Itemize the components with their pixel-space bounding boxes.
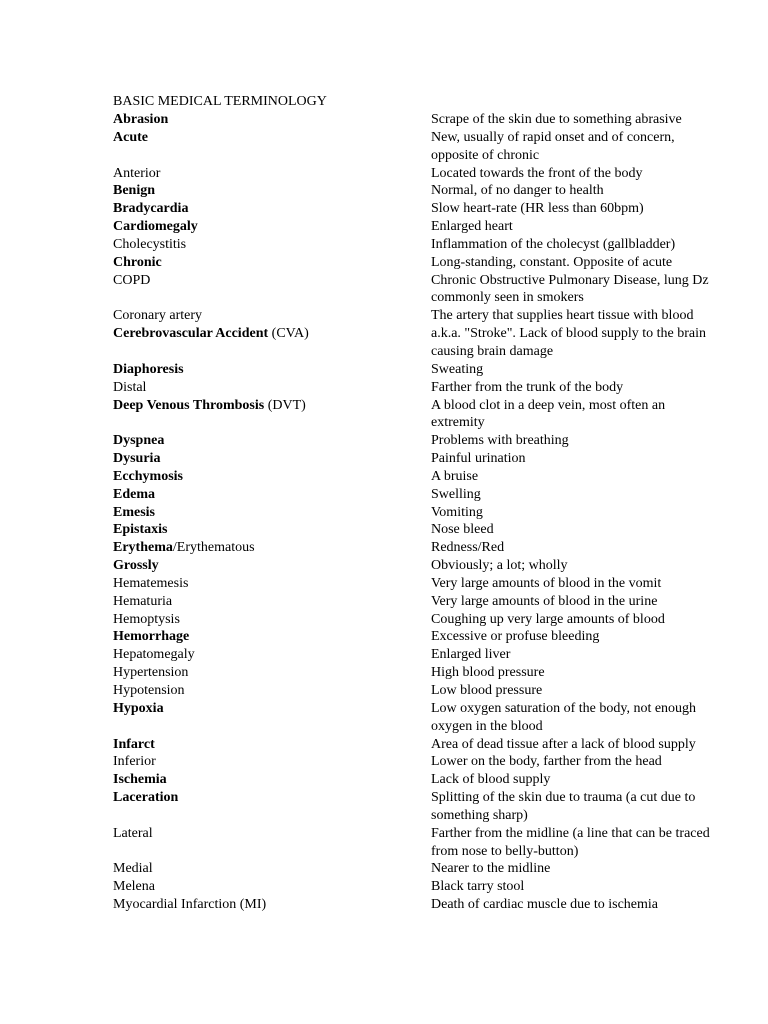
term [113, 539, 431, 557]
list-item [0, 539, 768, 557]
definition-line: a.k.a. "Stroke". Lack of blood supply to the brain [431, 326, 707, 342]
term [113, 593, 431, 611]
term-bold: Abrasion [113, 112, 169, 127]
definition [431, 860, 736, 878]
term-bold: Hemorrhage [113, 629, 190, 645]
list-item [0, 129, 768, 165]
list-item [0, 379, 768, 397]
definition [431, 432, 736, 450]
definition-line: Chronic Obstructive Pulmonary Disease, lung Dz [431, 272, 709, 288]
definition-line: Very large amounts of blood in the urine [431, 593, 658, 609]
definition-line: Vomiting [431, 504, 483, 520]
term-text: Anterior [113, 165, 161, 181]
list-item [0, 896, 768, 914]
list-item [0, 111, 768, 129]
list-item [0, 486, 768, 504]
definition-line: Farther from the trunk of the body [431, 379, 624, 395]
definition-line: Lack of blood supply [431, 772, 551, 788]
list-item [0, 593, 768, 611]
term [113, 200, 431, 218]
term-text: (CVA) [268, 326, 309, 342]
term [113, 486, 431, 504]
term-bold: Erythema [113, 540, 173, 556]
definition-line: Located towards the front of the body [431, 165, 643, 181]
term [113, 432, 431, 450]
definition [431, 397, 736, 433]
definition-line: something sharp) [431, 807, 528, 823]
term [113, 521, 431, 539]
list-item [0, 736, 768, 754]
definition-line: Inflammation of the cholecyst (gallbladder) [431, 236, 676, 252]
list-item [0, 325, 768, 361]
definition [431, 575, 736, 593]
definition [431, 825, 736, 861]
term-text: COPD [113, 272, 151, 288]
definition-line: Black tarry stool [431, 879, 525, 895]
term [113, 575, 431, 593]
list-item [0, 182, 768, 200]
term [113, 771, 431, 789]
list-item [0, 664, 768, 682]
term-text: Hematuria [113, 593, 173, 609]
definition-line: New, usually of rapid onset and of concern, [431, 129, 675, 145]
term [113, 753, 431, 771]
definition [431, 379, 736, 397]
definition [431, 111, 736, 129]
list-item [0, 218, 768, 236]
definition-line: Normal, of no danger to health [431, 183, 604, 199]
definition-line: Low oxygen saturation of the body, not enough [431, 700, 697, 716]
term-text: Hepatomegaly [113, 647, 195, 663]
definition-line: Painful urination [431, 451, 526, 467]
definition [431, 557, 736, 575]
list-item [0, 611, 768, 629]
definition-line: Area of dead tissue after a lack of blood supply [431, 736, 696, 752]
term-bold: Benign [113, 183, 156, 199]
term-bold: Dysuria [113, 451, 161, 467]
definition-line: Sweating [431, 361, 484, 377]
term-bold: Infarct [113, 736, 155, 752]
term-text: Distal [113, 379, 147, 395]
list-item [0, 521, 768, 539]
term [113, 825, 431, 861]
definition-line: opposite of chronic [431, 147, 540, 163]
list-item [0, 771, 768, 789]
definition-line: Very large amounts of blood in the vomit [431, 575, 662, 591]
list-item [0, 878, 768, 896]
definition-line: Problems with breathing [431, 433, 569, 449]
term [113, 896, 431, 914]
definition [431, 307, 736, 325]
definition [431, 486, 736, 504]
definition-line: causing brain damage [431, 343, 554, 359]
definition [431, 218, 736, 236]
page-title: BASIC MEDICAL TERMINOLOGY [113, 94, 327, 109]
list-item [0, 165, 768, 183]
definition [431, 628, 736, 646]
list-item [0, 450, 768, 468]
term [113, 450, 431, 468]
definition [431, 539, 736, 557]
definition [431, 165, 736, 183]
term [113, 272, 431, 308]
list-item [0, 575, 768, 593]
term [113, 379, 431, 397]
definition-line: Enlarged heart [431, 219, 513, 235]
definition [431, 593, 736, 611]
definition-line: Slow heart-rate (HR less than 60bpm) [431, 201, 644, 217]
term [113, 628, 431, 646]
list-item [0, 432, 768, 450]
definition-line: High blood pressure [431, 665, 545, 681]
term [113, 646, 431, 664]
term [113, 468, 431, 486]
definition-line: Coughing up very large amounts of blood [431, 611, 665, 627]
term-text: Inferior [113, 754, 156, 770]
list-item [0, 682, 768, 700]
term-bold: Deep Venous Thrombosis [113, 397, 265, 413]
term-bold: Edema [113, 486, 155, 502]
definition-line: A blood clot in a deep vein, most often an [431, 397, 666, 413]
definition-line: Excessive or profuse bleeding [431, 629, 600, 645]
term [113, 165, 431, 183]
list-item [0, 236, 768, 254]
term-text: /Erythematous [172, 540, 255, 556]
list-item [0, 200, 768, 218]
definition [431, 896, 736, 914]
definition [431, 521, 736, 539]
term-bold: Epistaxis [113, 522, 168, 538]
list-item [0, 753, 768, 771]
list-item [0, 825, 768, 861]
definition-line: The artery that supplies heart tissue with blood [431, 308, 694, 324]
term [113, 504, 431, 522]
definition [431, 736, 736, 754]
list-item [0, 628, 768, 646]
definition-line: Splitting of the skin due to trauma (a cut due to [431, 790, 696, 806]
definition [431, 468, 736, 486]
definition-line: Nearer to the midline [431, 861, 551, 877]
term-text: Coronary artery [113, 308, 203, 324]
term [113, 236, 431, 254]
definition-line: Death of cardiac muscle due to ischemia [431, 897, 659, 913]
list-item [0, 504, 768, 522]
definition-line: Low blood pressure [431, 683, 543, 698]
term [113, 182, 431, 200]
term-text: Hemoptysis [113, 611, 180, 627]
term-text: Lateral [113, 825, 153, 841]
term [113, 860, 431, 878]
definition [431, 771, 736, 789]
term-text: Hematemesis [113, 575, 189, 591]
list-item [0, 557, 768, 575]
term [113, 664, 431, 682]
term-bold: Cerebrovascular Accident [113, 326, 269, 342]
term-bold: Emesis [113, 504, 155, 520]
definition [431, 504, 736, 522]
definition-line: Swelling [431, 486, 481, 502]
definition [431, 200, 736, 218]
definition-line: from nose to belly-button) [431, 843, 579, 859]
term [113, 307, 431, 325]
term-bold: Grossly [113, 558, 159, 574]
term-bold: Ischemia [113, 772, 167, 788]
term-text: Hypertension [113, 665, 189, 681]
definition [431, 450, 736, 468]
term-text: Medial [113, 861, 153, 877]
term-bold: Chronic [113, 254, 162, 270]
term-bold: Hypoxia [113, 700, 164, 716]
definition-line: Farther from the midline (a line that can be traced [431, 825, 710, 841]
term-text: (DVT) [264, 397, 306, 413]
definition [431, 682, 736, 700]
term-bold: Diaphoresis [113, 361, 184, 377]
definition [431, 182, 736, 200]
definition-line: A bruise [431, 468, 479, 484]
list-item [0, 361, 768, 379]
term-bold: Acute [113, 129, 148, 145]
term-text: Cholecystitis [113, 236, 187, 252]
definition [431, 361, 736, 379]
definition [431, 753, 736, 771]
term [113, 736, 431, 754]
term [113, 129, 431, 165]
term [113, 325, 431, 361]
term-text: Melena [113, 879, 155, 895]
term [113, 878, 431, 896]
definition [431, 129, 736, 165]
list-item [0, 700, 768, 736]
term-bold: Bradycardia [113, 201, 189, 217]
term [113, 111, 431, 129]
definition-line: commonly seen in smokers [431, 290, 584, 306]
list-item [0, 272, 768, 308]
definition [431, 664, 736, 682]
definition [431, 272, 736, 308]
definition-line: Redness/Red [431, 540, 505, 556]
definition [431, 700, 736, 736]
definition [431, 878, 736, 896]
term [113, 611, 431, 629]
term-bold: Ecchymosis [113, 468, 183, 484]
definition-line: Nose bleed [431, 522, 494, 538]
definition-line: oxygen in the blood [431, 718, 543, 734]
definition [431, 325, 736, 361]
term-bold: Laceration [113, 790, 179, 806]
term [113, 682, 431, 700]
definition [431, 236, 736, 254]
definition-line: Lower on the body, farther from the head [431, 754, 662, 770]
term [113, 700, 431, 736]
term [113, 254, 431, 272]
term-bold: Dyspnea [113, 433, 165, 449]
term [113, 361, 431, 379]
list-item [0, 860, 768, 878]
list-item [0, 254, 768, 272]
definition-line: Enlarged liver [431, 647, 511, 663]
term [113, 789, 431, 825]
definition-line: Obviously; a lot; wholly [431, 558, 568, 574]
list-item [0, 307, 768, 325]
definition [431, 789, 736, 825]
definition-line: Scrape of the skin due to something abrasive [431, 112, 682, 127]
definition [431, 611, 736, 629]
definition [431, 254, 736, 272]
definition [431, 646, 736, 664]
term [113, 397, 431, 433]
term [113, 218, 431, 236]
term-text: Hypotension [113, 683, 185, 698]
list-item [0, 468, 768, 486]
term-bold: Cardiomegaly [113, 219, 198, 235]
definition-line: extremity [431, 415, 485, 431]
definition-line: Long-standing, constant. Opposite of acute [431, 254, 673, 270]
terminology-list [0, 111, 768, 914]
term-text: Myocardial Infarction (MI) [113, 897, 267, 913]
list-item [0, 646, 768, 664]
list-item [0, 397, 768, 433]
list-item [0, 789, 768, 825]
term [113, 557, 431, 575]
